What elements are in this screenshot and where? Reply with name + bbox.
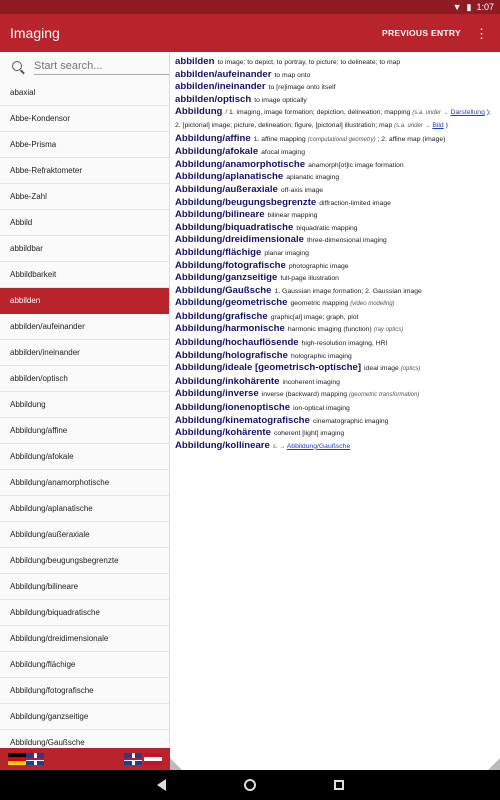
grammar-note: (geometric transformation)	[348, 392, 420, 399]
dictionary-entry	[175, 69, 494, 82]
headword[interactable]: Abbildung/biquadratische	[175, 221, 294, 233]
translation-text: aplanatic imaging	[286, 174, 340, 182]
dictionary-entry	[175, 106, 494, 132]
sidebar	[0, 52, 170, 748]
dictionary-entry	[175, 427, 494, 440]
translation-text: high-resolution imaging, HRI	[301, 340, 388, 348]
headword[interactable]: abbilden/optisch	[175, 93, 252, 105]
headword[interactable]: Abbildung/fotografische	[175, 259, 286, 271]
status-bar	[0, 0, 500, 14]
translation-text: diffraction-limited image	[319, 199, 391, 207]
headword[interactable]: abbilden	[175, 56, 215, 67]
headword[interactable]: abbilden/aufeinander	[175, 68, 272, 80]
dictionary-entry	[175, 311, 494, 324]
translation-text: photographic image	[288, 262, 349, 270]
translation-text: ; 2. affine map (image)	[375, 135, 446, 143]
dictionary-entry	[175, 388, 494, 402]
dictionary-entry	[175, 402, 494, 415]
translation-text: ); 2. [pictorial] image; picture, delineation; figure, [pictorial] illustration; map	[175, 109, 491, 129]
grammar-note: (computational geometry)	[307, 136, 376, 143]
list-item[interactable]: abbilden/aufeinander	[0, 314, 169, 340]
headword[interactable]: Abbildung/dreidimensionale	[175, 234, 304, 246]
translation-text: three-dimensional imaging	[307, 237, 387, 245]
dictionary-entry	[175, 94, 494, 107]
translation-text: ion-optical imaging	[293, 405, 350, 413]
status-time: 1:07	[476, 2, 494, 12]
wifi-icon: ▼	[452, 2, 462, 12]
headword[interactable]: Abbildung/hochauflösende	[175, 337, 299, 349]
headword[interactable]: Abbildung/beugungsbegrenzte	[175, 196, 317, 208]
headword[interactable]: Abbildung/außeraxiale	[175, 183, 278, 195]
language-bar	[0, 748, 170, 770]
translation-text: to image; to depict, to portray, to picture; to delineate; to map	[217, 59, 401, 66]
navigation-bar	[0, 770, 500, 800]
translation-text: planar imaging	[264, 249, 309, 257]
cross-reference-link[interactable]: Darstellung	[450, 109, 485, 117]
translation-text: coherent [light] imaging	[273, 430, 345, 438]
corner-decoration	[170, 758, 182, 770]
dictionary-entry	[175, 184, 494, 197]
more-vert-icon[interactable]: ⋮	[475, 25, 488, 41]
recents-icon[interactable]	[334, 780, 344, 790]
list-item[interactable]: Abbildung/afokale	[0, 444, 169, 470]
translation-text: to [re]image onto itself	[268, 84, 336, 92]
translation-text: graphic[al] image; graph, plot	[270, 313, 359, 321]
headword[interactable]: Abbildung/holografische	[175, 349, 288, 361]
translation-text: off-axis image	[280, 186, 324, 194]
translation-text: geometric mapping	[290, 300, 351, 308]
list-item[interactable]: Abbildung/beugungsbegrenzte	[0, 548, 169, 574]
grammar-note: (s.a. under →	[394, 122, 431, 129]
list-item[interactable]: Abbildung/ganzseitige	[0, 704, 169, 730]
dictionary-entry	[175, 133, 494, 147]
list-item[interactable]: Abbildung	[0, 392, 169, 418]
headword[interactable]: Abbildung/inkohärente	[175, 375, 280, 387]
list-item[interactable]: Abbe-Refraktometer	[0, 158, 169, 184]
headword[interactable]: Abbildung/kinematografische	[175, 414, 310, 426]
list-item[interactable]: Abbildung/biquadratische	[0, 600, 169, 626]
dictionary-entry	[175, 146, 494, 159]
headword[interactable]: Abbildung/kollineare	[175, 439, 270, 451]
dictionary-entry	[175, 440, 494, 454]
headword[interactable]: Abbildung/bilineare	[175, 209, 265, 221]
translation-text: to map onto	[274, 71, 311, 79]
list-item[interactable]: abbildbar	[0, 236, 169, 262]
grammar-note: f	[225, 110, 228, 117]
headword[interactable]: Abbildung/harmonische	[175, 323, 285, 335]
headword[interactable]: Abbildung/afokale	[175, 146, 259, 158]
translation-text: ideal image	[364, 365, 401, 373]
grammar-note: (video modeling)	[350, 301, 395, 308]
dictionary-entry	[175, 376, 494, 389]
back-icon[interactable]	[157, 779, 166, 791]
headword[interactable]: Abbildung/Gaußsche	[175, 284, 272, 296]
dictionary-entry	[175, 362, 494, 376]
flag-de-icon[interactable]	[8, 753, 26, 765]
translation-text: anamorph[ot]ic image formation	[308, 161, 404, 169]
battery-icon: ▮	[466, 2, 472, 12]
headword[interactable]: Abbildung/anamorphotische	[175, 158, 306, 170]
grammar-note: (ray optics)	[373, 327, 404, 334]
list-item[interactable]: Abbildung/dreidimensionale	[0, 626, 169, 652]
dictionary-entry	[175, 415, 494, 428]
list-item[interactable]: Abbildung/affine	[0, 418, 169, 444]
entry-content	[170, 52, 500, 770]
search-bar	[0, 52, 169, 80]
list-item[interactable]: abbilden/optisch	[0, 366, 169, 392]
headword[interactable]: Abbildung	[175, 106, 223, 118]
list-item[interactable]: Abbildung/Gaußsche	[0, 730, 169, 748]
list-item[interactable]: Abbildung/aplanatische	[0, 496, 169, 522]
translation-text: to image optically	[254, 96, 307, 104]
flag-at-icon[interactable]	[144, 753, 162, 765]
dictionary-entry	[175, 159, 494, 172]
search-input[interactable]	[34, 57, 170, 75]
previous-entry-button[interactable]: PREVIOUS ENTRY	[382, 28, 461, 38]
list-item[interactable]: abbilden	[0, 288, 169, 314]
list-item[interactable]: Abbe-Zahl	[0, 184, 169, 210]
list-item[interactable]: abaxial	[0, 80, 169, 106]
headword[interactable]: Abbildung/inverse	[175, 388, 259, 400]
headword[interactable]: Abbildung/ganzseitige	[175, 272, 278, 284]
grammar-note: (s.a. under →	[412, 110, 449, 117]
dictionary-entry	[175, 297, 494, 311]
cross-reference-link[interactable]: Abbildung/Gaußsche	[286, 442, 351, 450]
dictionary-entry	[175, 337, 494, 350]
translation-text: 1. affine mapping	[253, 135, 308, 143]
headword[interactable]: Abbildung/geometrische	[175, 297, 288, 309]
headword[interactable]: Abbildung/flächige	[175, 246, 262, 258]
home-icon[interactable]	[244, 779, 256, 791]
cross-reference-link[interactable]: Bild	[432, 121, 444, 129]
translation-text: harmonic imaging (function)	[287, 326, 374, 334]
dictionary-entry	[175, 272, 494, 285]
translation-text: )	[443, 121, 448, 129]
translation-text: incoherent imaging	[282, 378, 340, 386]
dictionary-entry	[175, 171, 494, 184]
headword[interactable]: abbilden/ineinander	[175, 81, 266, 93]
translation-text: bilinear mapping	[267, 212, 318, 220]
dictionary-entry	[175, 247, 494, 260]
headword[interactable]: Abbildung/aplanatische	[175, 171, 284, 183]
dictionary-entry	[175, 234, 494, 247]
translation-text: 1. imaging, image formation; depiction, delineation; mapping	[227, 109, 413, 117]
headword[interactable]: Abbildung/kohärente	[175, 427, 271, 439]
headword[interactable]: Abbildung/ideale [geometrisch-optische]	[175, 362, 362, 374]
grammar-note: s. →	[272, 443, 286, 450]
list-item[interactable]: Abbe-Prisma	[0, 132, 169, 158]
list-item[interactable]: Abbildbarkeit	[0, 262, 169, 288]
translation-text: 1. Gaussian image formation; 2. Gaussian image	[274, 287, 422, 295]
dictionary-entry	[175, 197, 494, 210]
app-bar	[0, 14, 500, 52]
list-item[interactable]: Abbildung/außeraxiale	[0, 522, 169, 548]
translation-text: biquadratic mapping	[296, 224, 358, 232]
list-item[interactable]: Abbildung/fotografische	[0, 678, 169, 704]
flag-uk-icon[interactable]	[26, 753, 44, 765]
search-icon[interactable]	[12, 61, 22, 71]
translation-text: afocal imaging	[261, 149, 305, 157]
list-item[interactable]: Abbe-Kondensor	[0, 106, 169, 132]
dictionary-entry	[175, 323, 494, 337]
flag-uk-icon[interactable]	[124, 753, 142, 765]
headword[interactable]: Abbildung/affine	[175, 132, 251, 144]
dictionary-entry	[175, 285, 494, 298]
dictionary-entry	[175, 260, 494, 273]
headword[interactable]: Abbildung/ionenoptische	[175, 402, 291, 414]
term-list[interactable]	[0, 80, 169, 748]
dictionary-entry	[175, 222, 494, 235]
grammar-note: (optics)	[400, 366, 421, 373]
app-title: Imaging	[10, 25, 60, 41]
list-item[interactable]: Abbildung/anamorphotische	[0, 470, 169, 496]
dictionary-entry	[175, 209, 494, 222]
dictionary-entry	[175, 81, 494, 94]
list-item[interactable]: Abbildung/flächige	[0, 652, 169, 678]
dictionary-entry	[175, 350, 494, 363]
translation-text: full-page illustration	[280, 275, 339, 283]
translation-text: inverse (backward) mapping	[261, 391, 349, 399]
list-item[interactable]: Abbildung/bilineare	[0, 574, 169, 600]
translation-text: cinematographic imaging	[312, 417, 389, 425]
dictionary-entry	[175, 56, 494, 69]
corner-decoration	[488, 758, 500, 770]
list-item[interactable]: abbilden/ineinander	[0, 340, 169, 366]
headword[interactable]: Abbildung/grafische	[175, 310, 268, 322]
translation-text: holographic imaging	[291, 352, 352, 360]
list-item[interactable]: Abbild	[0, 210, 169, 236]
